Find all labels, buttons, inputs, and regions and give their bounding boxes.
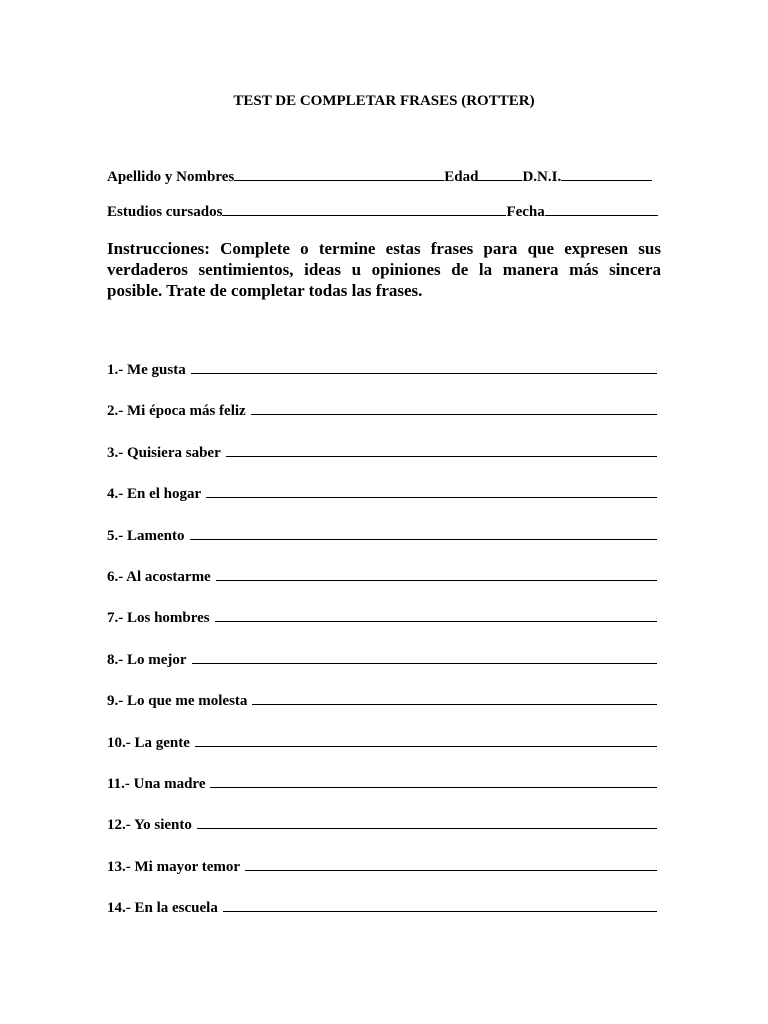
sentence-stem: 2.- Mi época más feliz <box>107 403 246 420</box>
sentence-item <box>107 650 657 669</box>
date-label: Fecha <box>506 204 545 220</box>
sentence-item <box>107 608 657 627</box>
sentence-answer-field[interactable] <box>191 360 657 374</box>
sentence-answer-field[interactable] <box>210 774 657 788</box>
sentence-item <box>107 360 657 379</box>
studies-label: Estudios cursados <box>107 204 223 220</box>
sentence-stem: 5.- Lamento <box>107 527 185 544</box>
sentence-item <box>107 898 657 917</box>
sentence-answer-field[interactable] <box>216 567 657 581</box>
sentence-answer-field[interactable] <box>197 815 657 829</box>
sentence-stem: 13.- Mi mayor temor <box>107 858 241 875</box>
sentence-answer-field[interactable] <box>223 898 657 912</box>
sentence-item <box>107 815 657 834</box>
sentence-item <box>107 774 657 793</box>
sentence-stem: 4.- En el hogar <box>107 486 202 503</box>
sentence-stem: 9.- Lo que me molesta <box>107 693 248 710</box>
sentence-stem: 7.- Los hombres <box>107 610 210 627</box>
sentence-stem: 11.- Una madre <box>107 776 206 792</box>
sentence-item <box>107 857 657 876</box>
sentence-stem: 10.- La gente <box>107 734 190 751</box>
sentence-item <box>107 401 657 420</box>
age-label: Edad <box>444 169 479 185</box>
sentence-answer-field[interactable] <box>192 650 657 664</box>
page-title: TEST DE COMPLETAR FRASES (ROTTER) <box>233 93 535 109</box>
sentence-stem: 6.- Al acostarme <box>107 569 211 585</box>
sentence-answer-field[interactable] <box>195 733 657 747</box>
sentence-answer-field[interactable] <box>206 484 657 498</box>
age-field[interactable] <box>478 167 522 181</box>
sentence-stem: 1.- Me gusta <box>107 362 186 378</box>
dni-label: D.N.I. <box>522 169 562 185</box>
sentence-item <box>107 567 657 586</box>
personal-info-row <box>107 167 652 186</box>
date-field[interactable] <box>545 202 658 216</box>
sentence-answer-field[interactable] <box>226 443 657 457</box>
sentence-answer-field[interactable] <box>252 691 657 705</box>
name-label: Apellido y Nombres <box>107 169 235 185</box>
sentence-stem: 12.- Yo siento <box>107 817 192 834</box>
name-field[interactable] <box>234 167 444 181</box>
instructions-paragraph: Instrucciones: Complete o termine estas frases para que expresen sus verdaderos sentimientos, ideas u opiniones de la manera más sincera posible. Trate de completar todas las frases. <box>107 239 661 300</box>
studies-field[interactable] <box>222 202 506 216</box>
sentence-item <box>107 443 657 462</box>
sentence-item <box>107 691 657 710</box>
sentence-answer-field[interactable] <box>245 857 657 871</box>
sentence-stem: 3.- Quisiera saber <box>107 444 221 461</box>
dni-field[interactable] <box>561 167 652 181</box>
sentence-answer-field[interactable] <box>190 526 657 540</box>
sentence-answer-field[interactable] <box>251 401 657 415</box>
sentence-answer-field[interactable] <box>215 608 657 622</box>
sentence-item <box>107 484 657 503</box>
sentence-stem: 14.- En la escuela <box>107 900 218 917</box>
sentence-item <box>107 526 657 545</box>
studies-row <box>107 202 658 221</box>
sentence-item <box>107 733 657 752</box>
sentence-stem: 8.- Lo mejor <box>107 651 187 668</box>
